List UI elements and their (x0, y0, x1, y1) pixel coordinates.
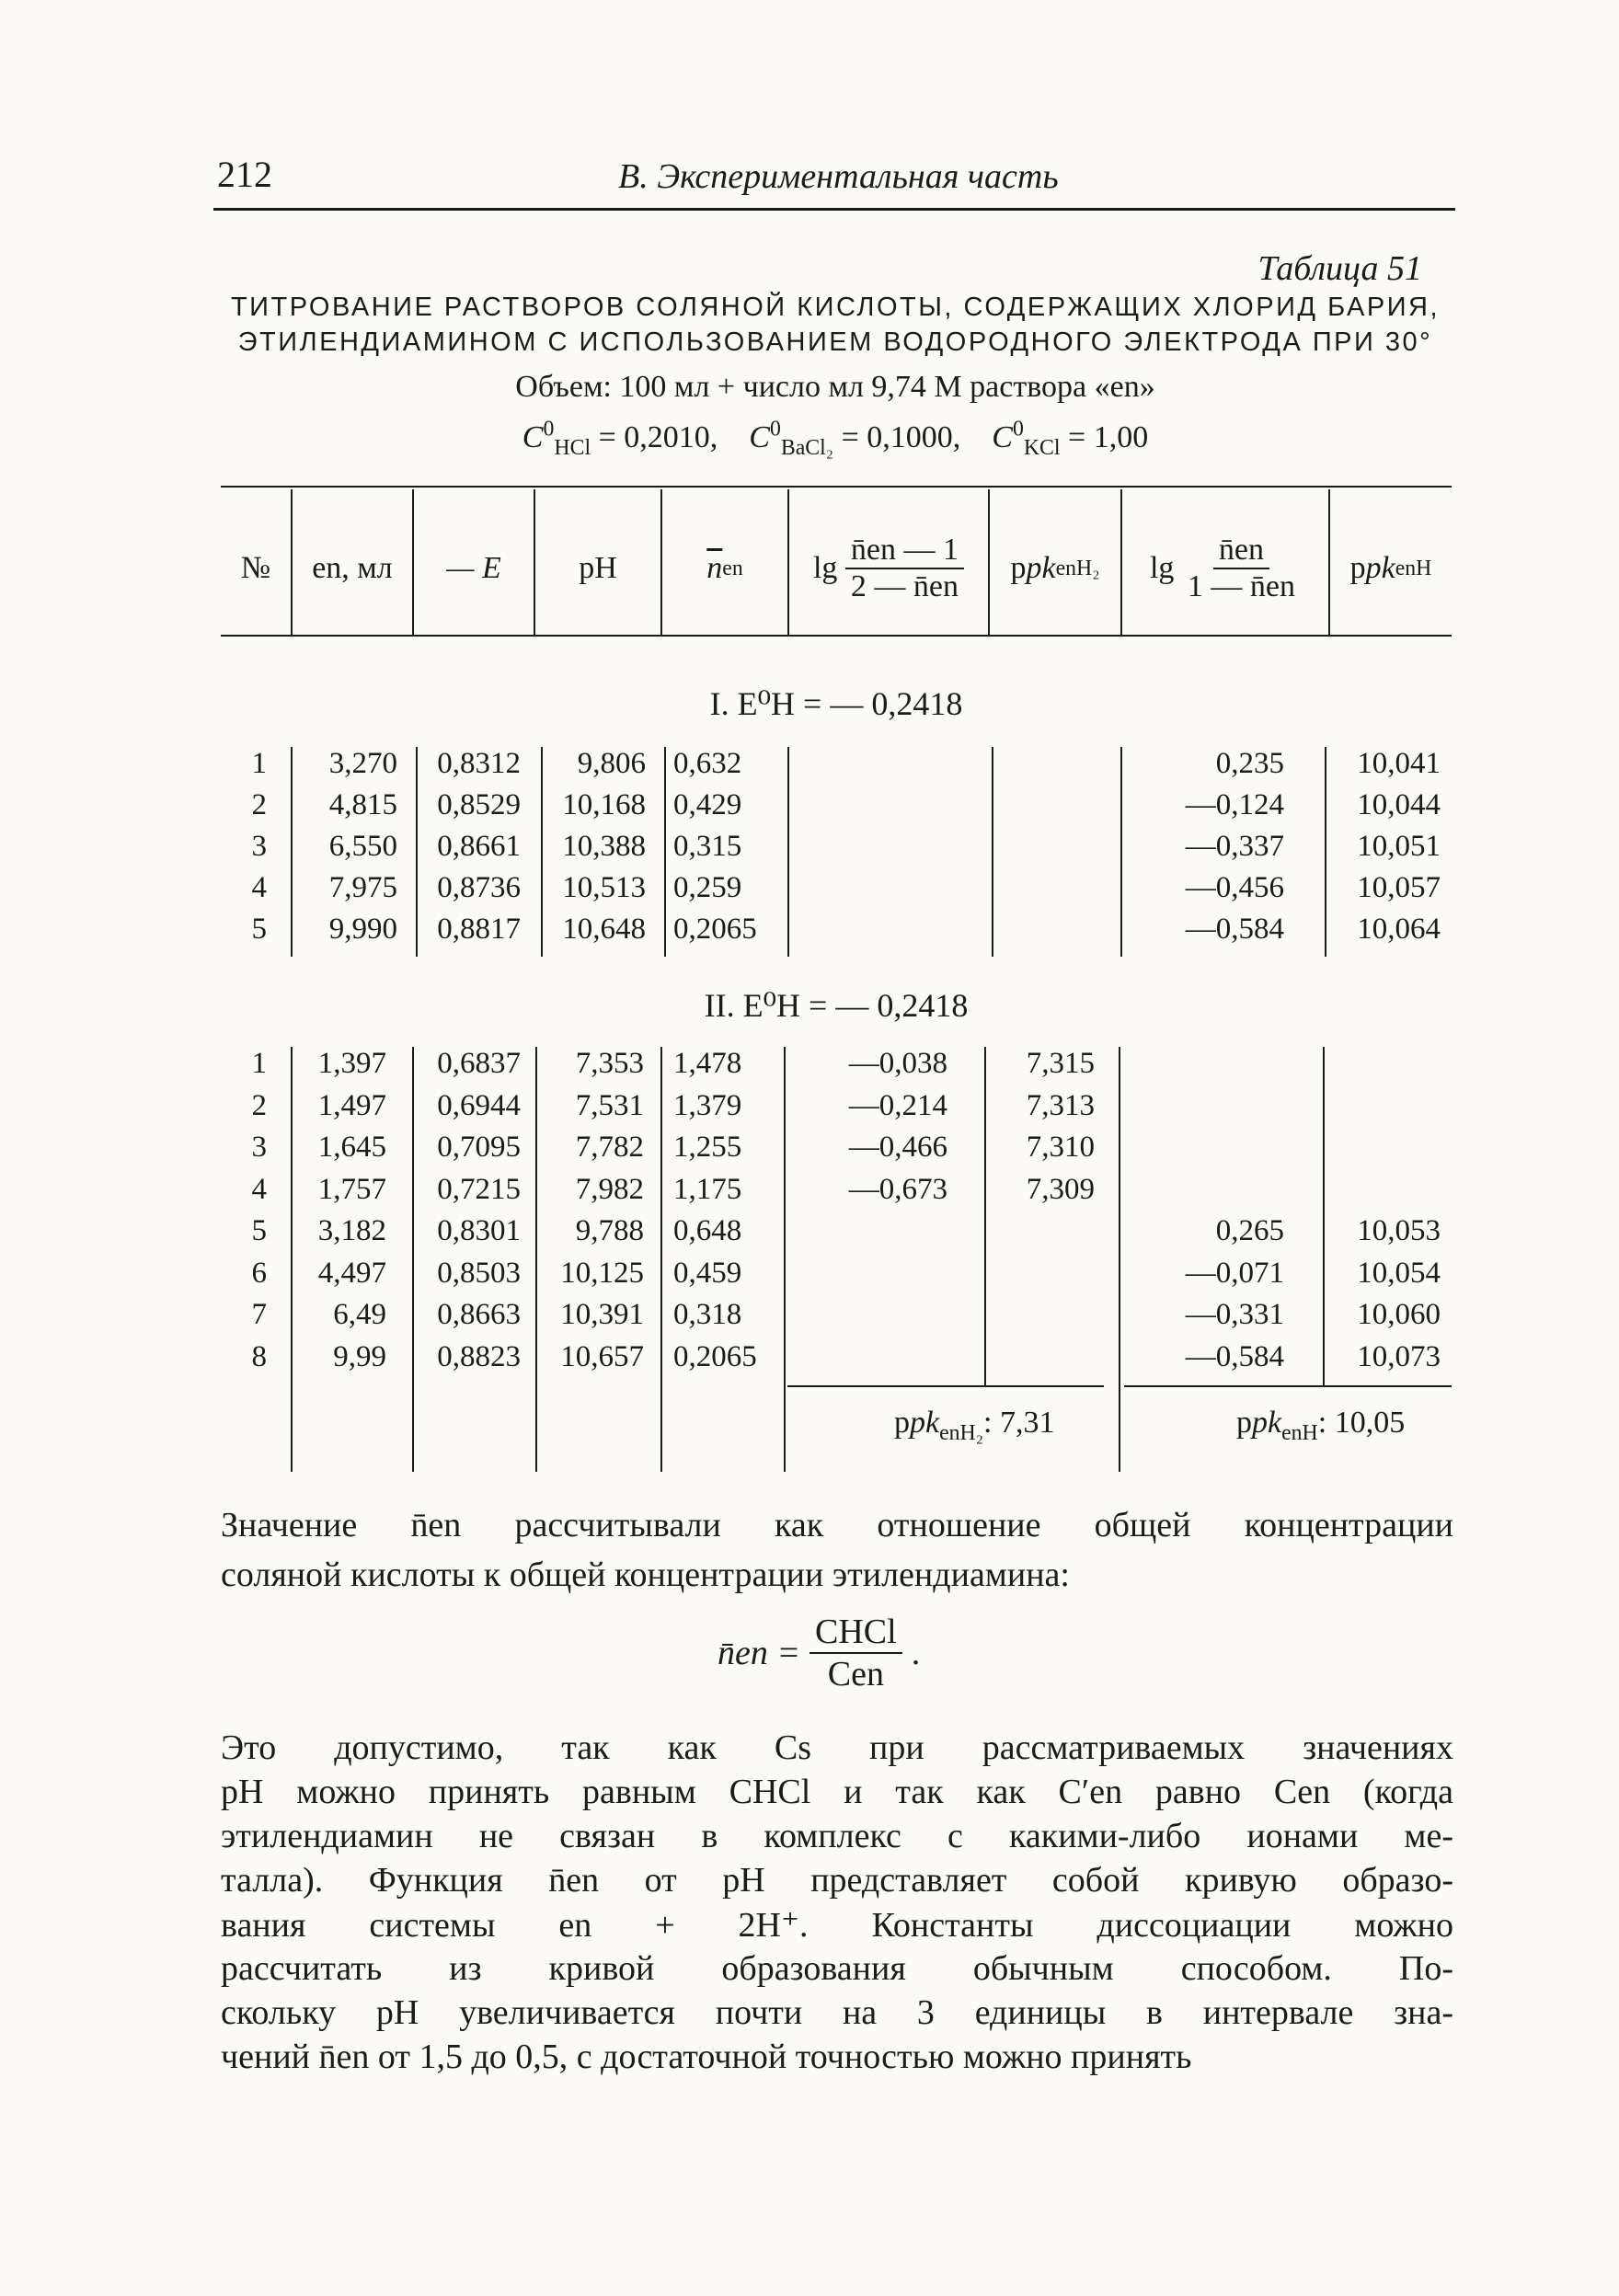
table-cell-lg1: —0,038 (848, 1047, 947, 1080)
summary-pk-enh2: ppk$_{enH_2}$: 7,31 (894, 1406, 1055, 1445)
table-cell-lg2: —0,456 (1185, 871, 1284, 904)
table-cell-en: 1,645 (317, 1131, 386, 1164)
section-2-divider (984, 1047, 986, 1387)
table-cell-ph: 10,513 (562, 871, 646, 904)
table-cell-no: 6 (251, 1256, 267, 1290)
section-1-divider (787, 747, 789, 957)
table-cell-pk2: 7,310 (1026, 1131, 1095, 1164)
table-cell-n: 1,175 (673, 1172, 742, 1206)
header-divider (1328, 489, 1330, 635)
table-caption-line-1: ТИТРОВАНИЕ РАСТВОРОВ СОЛЯНОЙ КИСЛОТЫ, СОДЕРЖАЩИХ ХЛОРИД БАРИЯ, (230, 293, 1441, 322)
table-cell-en: 1,497 (317, 1088, 386, 1122)
table-cell-ph: 10,657 (560, 1339, 644, 1373)
col-header-lg-formula-2: lg $\frac{n̄en}{1 — n̄en}$ (1149, 533, 1296, 603)
table-cell-lg2: —0,331 (1185, 1298, 1284, 1331)
col-header-minus-e: — E (446, 551, 501, 585)
col-header-pk-enh2: p pk enH₂ (1010, 551, 1100, 585)
formula-fraction: $\frac{\text{CHCl}}{\text{Cen}}$ (810, 1612, 902, 1694)
table-cell-ph: 7,353 (575, 1047, 644, 1080)
formula-lhs: n̄en = (718, 1634, 801, 1672)
paragraph-2-line: Это допустимо, так как Cs при рассматриваемых значениях (221, 1728, 1453, 1767)
section-1-divider (541, 747, 543, 957)
section-1-divider (1325, 747, 1326, 957)
table-cell-pk1: 10,073 (1357, 1339, 1441, 1373)
conc-kcl: $C^0_{KCl} = 1,00$ (992, 418, 1149, 461)
concentrations-line (219, 418, 1452, 461)
table-cell-pk2: 7,315 (1026, 1047, 1095, 1080)
header-divider (660, 489, 662, 635)
table-cell-e: 0,6944 (437, 1088, 521, 1122)
section-1-divider (1120, 747, 1122, 957)
summary-rule-left (787, 1385, 1104, 1387)
table-cell-ph: 9,806 (577, 747, 646, 780)
table-cell-en: 3,270 (328, 747, 397, 780)
header-divider (534, 489, 535, 635)
table-cell-ph: 9,788 (575, 1214, 644, 1247)
paragraph-1-line: Значение n̄en рассчитывали как отношение общей концентрации (221, 1506, 1453, 1544)
table-cell-lg2: —0,124 (1185, 788, 1284, 821)
table-cell-e: 0,8823 (437, 1339, 521, 1373)
section-2-divider (660, 1047, 662, 1472)
table-cell-pk1: 10,053 (1357, 1214, 1441, 1247)
paragraph-2-line: вания системы en + 2H⁺. Константы диссоциации можно (221, 1906, 1453, 1945)
table-cell-pk1: 10,054 (1357, 1256, 1441, 1290)
header-rule (213, 208, 1455, 211)
table-cell-en: 6,550 (328, 830, 397, 863)
table-cell-e: 0,7215 (437, 1172, 521, 1206)
section-2-divider (1323, 1047, 1325, 1387)
header-divider (988, 489, 990, 635)
table-cell-pk1: 10,064 (1357, 913, 1441, 946)
conc-bacl2: $C^0_{BaCl_2} = 0,1000$, (749, 418, 961, 461)
table-caption-line-2: ЭТИЛЕНДИАМИНОМ С ИСПОЛЬЗОВАНИЕМ ВОДОРОДНОГО ЭЛЕКТРОДА ПРИ 30° (237, 327, 1433, 357)
section-1-label: I. E⁰H = — 0,2418 (709, 685, 963, 722)
header-divider (291, 489, 293, 635)
table-cell-no: 5 (251, 1214, 267, 1247)
table-cell-ph: 10,388 (562, 830, 646, 863)
col-header-pk-enh: p pk enH (1349, 551, 1432, 585)
table-cell-no: 1 (251, 1047, 267, 1080)
table-label: Таблица 51 (1257, 249, 1422, 288)
table-cell-en: 7,975 (328, 871, 397, 904)
table-cell-e: 0,8301 (437, 1214, 521, 1247)
table-cell-no: 5 (251, 913, 267, 946)
col-header-en-ml: en, мл (312, 551, 393, 585)
table-cell-n: 0,259 (673, 871, 742, 904)
conc-hcl: $C^0_{HCl} = 0,2010$, (522, 418, 718, 461)
table-cell-lg1: —0,673 (848, 1172, 947, 1206)
table-cell-e: 0,8736 (437, 871, 521, 904)
table-cell-ph: 10,648 (562, 913, 646, 946)
table-cell-en: 3,182 (317, 1214, 386, 1247)
header-divider (787, 489, 789, 635)
table-cell-ph: 10,168 (562, 788, 646, 821)
table-cell-en: 1,397 (317, 1047, 386, 1080)
table-cell-lg1: —0,466 (848, 1131, 947, 1164)
section-1-divider (664, 747, 666, 957)
header-divider (412, 489, 414, 635)
table-cell-e: 0,6837 (437, 1047, 521, 1080)
paragraph-2-line: этилендиамин не связан в комплекс с какими-либо ионами ме- (221, 1817, 1453, 1855)
section-2-divider (1119, 1047, 1120, 1472)
table-cell-lg2: —0,584 (1185, 913, 1284, 946)
paragraph-1-line: соляной кислоты к общей концентрации этилендиамина: (221, 1556, 1070, 1594)
table-cell-no: 3 (251, 830, 267, 863)
paragraph-2-line: чений n̄en от 1,5 до 0,5, с достаточной точностью можно принять (221, 2038, 1192, 2076)
table-cell-no: 2 (251, 788, 267, 821)
col-header-ph: pH (579, 551, 617, 585)
summary-pk-enh: ppk$_{enH}$: 10,05 (1236, 1406, 1406, 1445)
table-cell-en: 4,815 (328, 788, 397, 821)
table-cell-e: 0,8529 (437, 788, 521, 821)
table-cell-e: 0,8817 (437, 913, 521, 946)
running-head: В. Экспериментальная часть (618, 157, 1059, 196)
section-2-label: II. E⁰H = — 0,2418 (704, 987, 969, 1024)
paragraph-2-line: pH можно принять равным CHCl и так как C′en равно Cen (когда (221, 1773, 1453, 1811)
col-header-no: № (240, 551, 271, 585)
table-cell-pk2: 7,313 (1026, 1088, 1095, 1122)
table-cell-lg2: 0,265 (1215, 1214, 1284, 1247)
section-2-divider (412, 1047, 414, 1472)
table-cell-n: 0,315 (673, 830, 742, 863)
section-1-divider (416, 747, 418, 957)
paragraph-2-line: талла). Функция n̄en от pH представляет собой кривую образо- (221, 1861, 1453, 1900)
table-cell-no: 3 (251, 1131, 267, 1164)
table-cell-no: 1 (251, 747, 267, 780)
table-cell-no: 4 (251, 1172, 267, 1206)
section-1-divider (992, 747, 993, 957)
table-cell-no: 2 (251, 1088, 267, 1122)
table-cell-pk1: 10,041 (1357, 747, 1441, 780)
table-cell-n: 1,379 (673, 1088, 742, 1122)
table-cell-n: 0,648 (673, 1214, 742, 1247)
page-number: 212 (217, 154, 272, 195)
table-cell-en: 4,497 (317, 1256, 386, 1290)
table-cell-e: 0,8661 (437, 830, 521, 863)
table-cell-lg2: —0,584 (1185, 1339, 1284, 1373)
table-cell-en: 1,757 (317, 1172, 386, 1206)
paragraph-2-line: скольку pH увеличивается почти на 3 единицы в интервале зна- (221, 1993, 1453, 2032)
table-cell-pk1: 10,051 (1357, 830, 1441, 863)
table-cell-n: 0,459 (673, 1256, 742, 1290)
section-2-divider (535, 1047, 537, 1472)
table-cell-ph: 7,782 (575, 1131, 644, 1164)
volume-line: Объем: 100 мл + число мл 9,74 М раствора «en» (515, 370, 1155, 404)
table-cell-no: 7 (251, 1298, 267, 1331)
table-cell-no: 8 (251, 1339, 267, 1373)
table-cell-n: 0,2065 (673, 1339, 757, 1373)
table-cell-n: 0,318 (673, 1298, 742, 1331)
table-cell-n: 1,255 (673, 1131, 742, 1164)
table-cell-lg2: —0,337 (1185, 830, 1284, 863)
table-cell-e: 0,8503 (437, 1256, 521, 1290)
table-header-bottom-rule (221, 635, 1452, 637)
table-cell-n: 0,429 (673, 788, 742, 821)
formula: n̄en = $\frac{\text{CHCl}}{\text{Cen}}$ . (718, 1613, 921, 1693)
table-cell-ph: 7,982 (575, 1172, 644, 1206)
table-cell-ph: 7,531 (575, 1088, 644, 1122)
section-2-divider (291, 1047, 293, 1472)
table-cell-n: 1,478 (673, 1047, 742, 1080)
table-cell-e: 0,8663 (437, 1298, 521, 1331)
table-cell-no: 4 (251, 871, 267, 904)
table-cell-lg1: —0,214 (848, 1088, 947, 1122)
paragraph-2-line: рассчитать из кривой образования обычным способом. По- (221, 1949, 1453, 1988)
table-cell-en: 6,49 (333, 1298, 386, 1331)
col-header-lg-formula-1: lg $\frac{n̄en — 1}{2 — n̄en}$ (789, 504, 988, 633)
table-cell-en: 9,99 (333, 1339, 386, 1373)
table-cell-e: 0,8312 (437, 747, 521, 780)
table-cell-n: 0,632 (673, 747, 742, 780)
table-cell-pk1: 10,060 (1357, 1298, 1441, 1331)
header-divider (1120, 489, 1122, 635)
table-cell-lg2: 0,235 (1215, 747, 1284, 780)
table-cell-lg2: —0,071 (1185, 1256, 1284, 1290)
col-header-n-en: $\overline{n}$ en (706, 551, 743, 585)
section-1-divider (291, 747, 293, 957)
table-cell-pk1: 10,044 (1357, 788, 1441, 821)
summary-rule-right (1124, 1385, 1452, 1387)
table-cell-pk1: 10,057 (1357, 871, 1441, 904)
section-2-divider (784, 1047, 786, 1472)
table-cell-e: 0,7095 (437, 1131, 521, 1164)
table-cell-pk2: 7,309 (1026, 1172, 1095, 1206)
table-cell-ph: 10,391 (560, 1298, 644, 1331)
table-cell-n: 0,2065 (673, 913, 757, 946)
table-top-rule (221, 486, 1452, 488)
table-cell-ph: 10,125 (560, 1256, 644, 1290)
table-cell-en: 9,990 (328, 913, 397, 946)
